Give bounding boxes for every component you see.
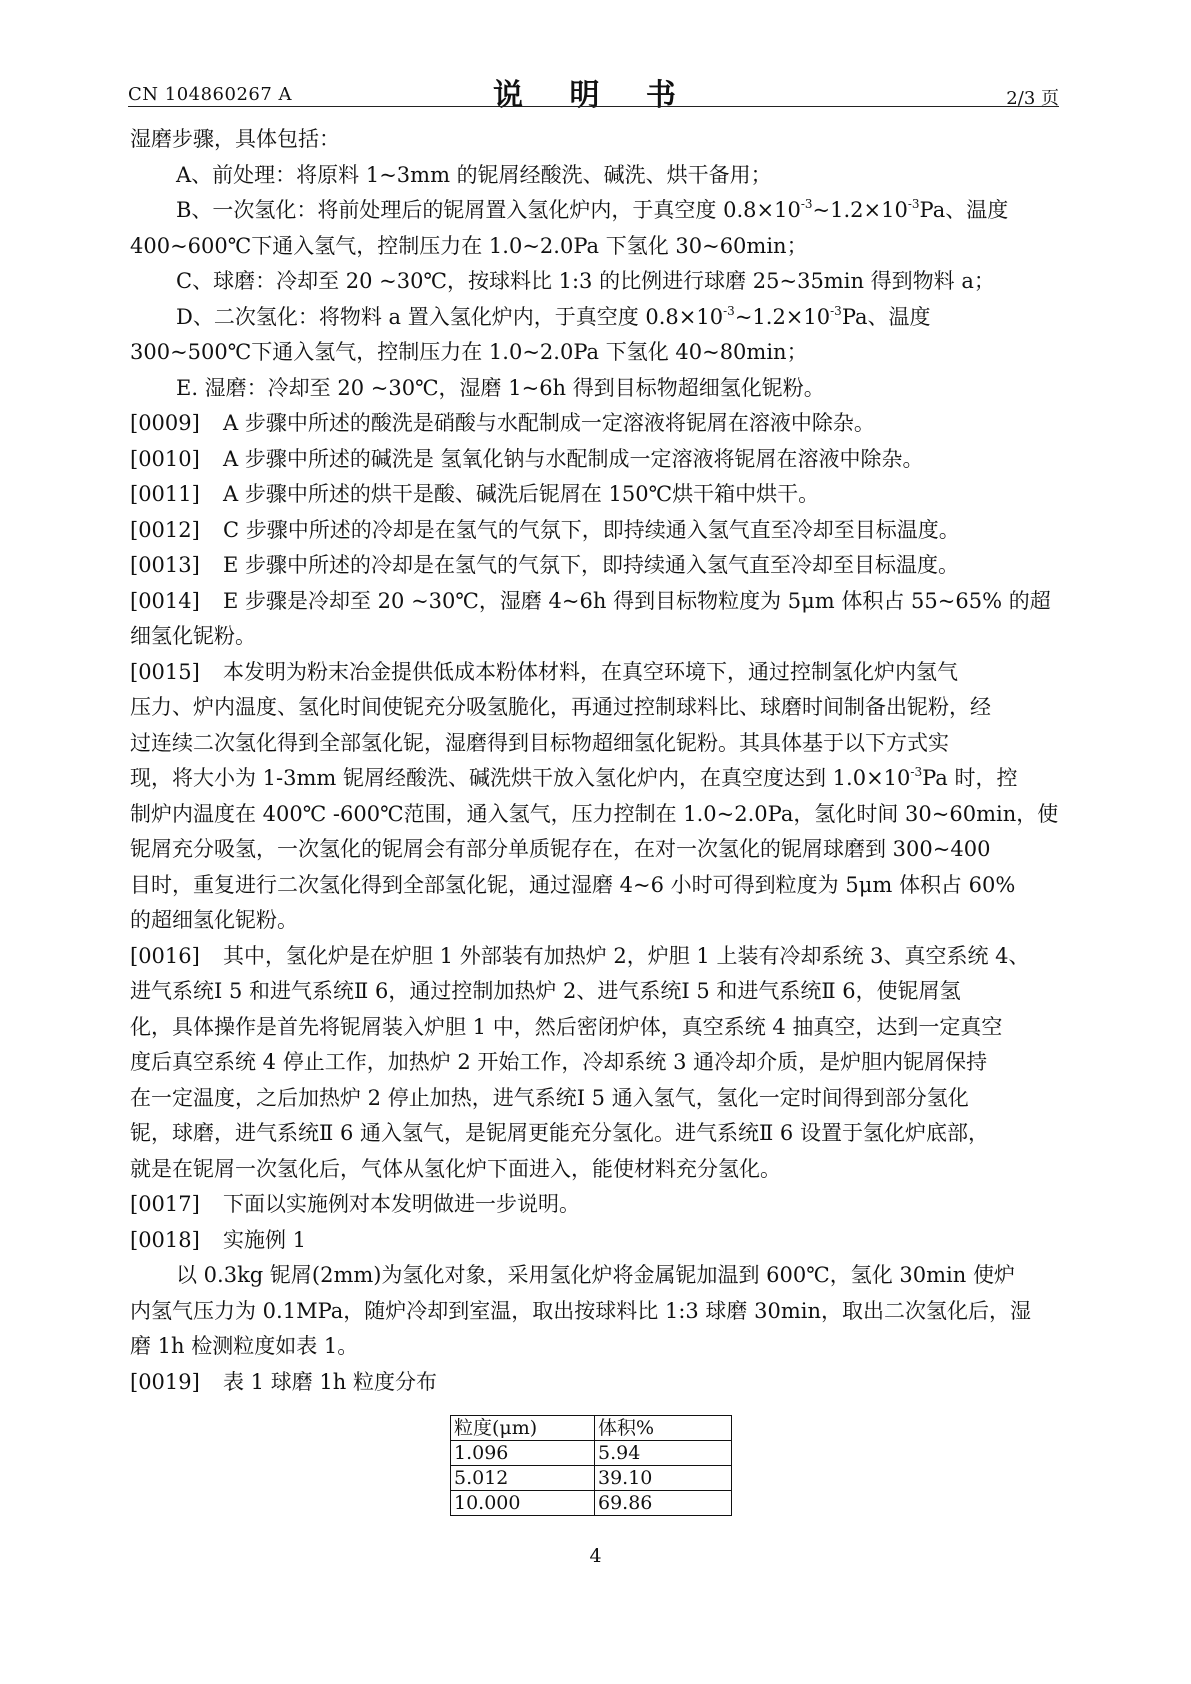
text-line: 300~500℃下通入氢气，控制压力在 1.0~2.0Pa 下氢化 40~80min； <box>130 340 808 364</box>
text-line: 磨 1h 检测粒度如表 1。 <box>130 1334 359 1358</box>
step-b-line: B、一次氢化：将前处理后的铌屑置入氢化炉内，于真空度 $0.8\times 10^{-3}\sim 1.2\times 10^{-3}Pa$、温度 <box>176 197 1009 222</box>
text-line: 在一定温度，之后加热炉 2 停止加热，进气系统Ⅰ 5 通入氢气，氢化一定时间得到部分氢化 <box>130 1085 969 1110</box>
paragraph-0010: [0010] A 步骤中所述的碱洗是 氢氧化钠与水配制成一定溶液将铌屑在溶液中除杂。 <box>130 442 1059 478</box>
paragraph-0019 <box>130 1365 1059 1401</box>
table-cell: 1.096 <box>451 1441 595 1466</box>
paragraph-number: [0015] <box>130 659 200 684</box>
document-body <box>130 122 1059 1400</box>
paragraph-number: [0011] <box>130 482 200 506</box>
text-line: 目时，重复进行二次氢化得到全部氢化铌，通过湿磨 4~6 小时可得到粒度为 5μm 体积占 60% <box>130 872 1016 897</box>
text-line: E. 湿磨：冷却至 20 ~30℃，湿磨 1~6h 得到目标物超细氢化铌粉。 <box>176 375 825 400</box>
paragraph-0016: [0016] 其中，氢化炉是在炉胆 1 外部装有加热炉 2，炉胆 1 上装有冷却系统 3、真空系统 4、 <box>130 939 1059 975</box>
paragraph-number: [0017] <box>130 1192 200 1216</box>
page-header <box>128 70 1059 113</box>
table-header-row <box>451 1416 732 1441</box>
particle-size-table <box>450 1415 732 1516</box>
paragraph-0014: [0014] E 步骤是冷却至 20 ~30℃，湿磨 4~6h 得到目标物粒度为 5μm 体积占 55~65% 的超 <box>130 584 1059 620</box>
text-line: 进气系统Ⅰ 5 和进气系统Ⅱ 6，通过控制加热炉 2、进气系统Ⅰ 5 和进气系统Ⅱ 6，使铌屑氢 <box>130 979 961 1003</box>
table-row <box>451 1491 732 1516</box>
header-divider <box>128 106 1059 107</box>
table-header-cell: 体积% <box>595 1416 732 1441</box>
text-line: 400~600℃下通入氢气，控制压力在 1.0~2.0Pa 下氢化 30~60min； <box>130 233 808 258</box>
paragraph-number: [0009] <box>130 411 200 435</box>
step-d-line: D、二次氢化：将物料 a 置入氢化炉内，于真空度 $0.8\times 10^{-3}\sim 1.2\times 10^{-3}Pa$、温度 <box>176 303 931 329</box>
paragraph-number: [0013] <box>130 553 200 577</box>
page-number: 4 <box>589 1545 602 1567</box>
table-caption: 表 1 球磨 1h 粒度分布 <box>223 1369 437 1394</box>
page-indicator: 2/3 页 <box>1006 88 1059 109</box>
paragraph-number: [0018] <box>130 1227 200 1252</box>
paragraph-number: [0019] <box>130 1369 200 1394</box>
paragraph-0013: [0013] E 步骤中所述的冷却是在氢气的气氛下，即持续通入氢气直至冷却至目标温度。 <box>130 548 1059 584</box>
table-row <box>451 1466 732 1491</box>
paragraph-number: [0014] <box>130 588 200 613</box>
text-line: 铌屑充分吸氢，一次氢化的铌屑会有部分单质铌存在，在对一次氢化的铌屑球磨到 300~400 <box>130 837 991 861</box>
paragraph-0012: [0012] C 步骤中所述的冷却是在氢气的气氛下，即持续通入氢气直至冷却至目标温度。 <box>130 513 1059 549</box>
text-line: 细氢化铌粉。 <box>130 624 256 648</box>
paragraph-0017: [0017] 下面以实施例对本发明做进一步说明。 <box>130 1187 1059 1223</box>
text-line: 化，具体操作是首先将铌屑装入炉胆 1 中，然后密闭炉体，真空系统 4 抽真空，达到一定真空 <box>130 1014 1003 1039</box>
paragraph-number: [0010] <box>130 446 200 471</box>
paragraph-0018: [0018] 实施例 1 <box>130 1223 1059 1259</box>
table-cell: 10.000 <box>451 1491 595 1516</box>
text-line: 制炉内温度在 400℃ -600℃范围，通入氢气，压力控制在 1.0~2.0Pa，氢化时间 30~60min，使 <box>130 801 1059 826</box>
paragraph-number: [0012] <box>130 517 200 542</box>
document-number: CN 104860267 A <box>128 84 293 105</box>
text-line: C、球磨：冷却至 20 ~30℃，按球料比 1:3 的比例进行球磨 25~35min 得到物料 a； <box>176 269 995 293</box>
text-line: 度后真空系统 4 停止工作，加热炉 2 开始工作，冷却系统 3 通冷却介质，是炉胆内铌屑保持 <box>130 1050 988 1074</box>
paragraph-0009: [0009] A 步骤中所述的酸洗是硝酸与水配制成一定溶液将铌屑在溶液中除杂。 <box>130 406 1059 442</box>
text-line: 内氢气压力为 0.1MPa，随炉冷却到室温，取出按球料比 1:3 球磨 30min，取出二次氢化后，湿 <box>130 1298 1031 1323</box>
table-header-cell: 粒度(μm) <box>451 1416 595 1441</box>
text-line: 就是在铌屑一次氢化后，气体从氢化炉下面进入，能使材料充分氢化。 <box>130 1156 781 1181</box>
table-cell: 5.012 <box>451 1466 595 1491</box>
text-line: 压力、炉内温度、氢化时间使铌充分吸氢脆化，再通过控制球料比、球磨时间制备出铌粉，经 <box>130 695 991 719</box>
text-line: 过连续二次氢化得到全部氢化铌，湿磨得到目标物超细氢化铌粉。其具体基于以下方式实 <box>130 730 949 755</box>
text-line: 以 0.3kg 铌屑(2mm)为氢化对象，采用氢化炉将金属铌加温到 600℃，氢化 30min 使炉 <box>176 1263 1015 1287</box>
table-cell: 69.86 <box>595 1491 732 1516</box>
paragraph-0011: [0011] A 步骤中所述的烘干是酸、碱洗后铌屑在 150℃烘干箱中烘干。 <box>130 477 1059 513</box>
text-line: 现，将大小为 1-3mm 铌屑经酸洗、碱洗烘干放入氢化炉内，在真空度达到 $1.0\times 10^{-3}Pa$ 时，控 <box>130 765 1018 790</box>
text-line: 的超细氢化铌粉。 <box>130 908 298 932</box>
text-line: 湿磨步骤，具体包括： <box>130 127 340 151</box>
paragraph-0015: [0015] 本发明为粉末冶金提供低成本粉体材料，在真空环境下，通过控制氢化炉内氢气 <box>130 655 1059 691</box>
text-line: A、前处理：将原料 1~3mm 的铌屑经酸洗、碱洗、烘干备用； <box>176 162 772 187</box>
paragraph-number: [0016] <box>130 943 200 968</box>
table-cell: 5.94 <box>595 1441 732 1466</box>
table-row <box>451 1441 732 1466</box>
table-cell: 39.10 <box>595 1466 732 1491</box>
text-line: 铌，球磨，进气系统Ⅱ 6 通入氢气，是铌屑更能充分氢化。进气系统Ⅱ 6 设置于氢化炉底部， <box>130 1121 989 1145</box>
document-title: 说 明 书 <box>493 78 694 113</box>
